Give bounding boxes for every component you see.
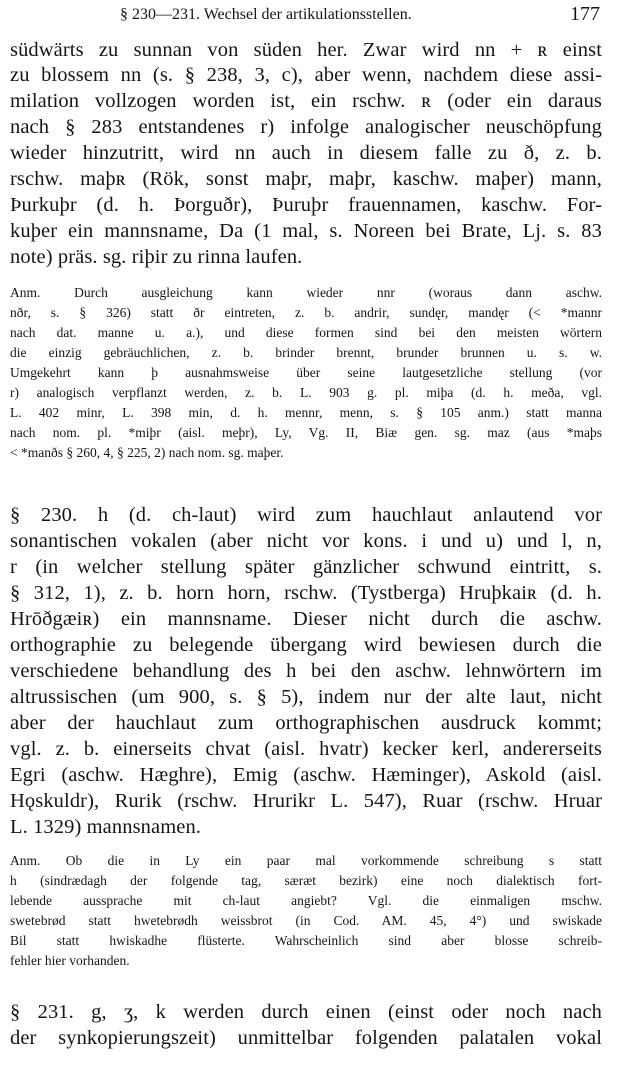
text-line: Þurkuþr (d. h. Þorguðr), Þuruþr frauennamen, kaschw. For- — [10, 194, 602, 216]
text-line: § 312, 1), z. b. horn horn, rschw. (Tystberga) Hruþkaiʀ (d. h. — [10, 582, 602, 604]
text-line: südwärts zu sunnan von süden her. Zwar wird nn + ʀ einst — [10, 39, 602, 61]
text-line: zu blossem nn (s. § 238, 3, c), aber wenn, nachdem diese assi- — [10, 64, 602, 86]
note-line: nðr, s. § 326) statt ðr eintreten, z. b. andrir, sundęr, mandęr (< *mannr — [10, 305, 602, 320]
text-line: der synkopierungszeit) unmittelbar folgenden palatalen vokal — [10, 1027, 602, 1049]
note-line: h (sindrædagh der folgende tag, særæt bezirk) eine noch dialektisch fort- — [10, 873, 602, 888]
text-line: aber der hauchlaut zum orthographischen ausdruck kommt; — [10, 712, 602, 734]
note-line: Umgekehrt kann þ ausnahmsweise über seine lautgesetzliche stellung (vor — [10, 365, 602, 380]
note-line: Anm. Durch ausgleichung kann wieder nnr (woraus dann aschw. — [10, 285, 602, 300]
text-line: Hrōðgæiʀ) ein mannsname. Dieser nicht durch die aschw. — [10, 608, 602, 630]
text-line: sonantischen vokalen (aber nicht vor kons. i und u) und l, n, — [10, 530, 602, 552]
note-line: Anm. Ob die in Ly ein paar mal vorkommende schreibung s statt — [10, 853, 602, 868]
text-line: L. 1329) mannsnamen. — [10, 816, 202, 838]
note-line: r) analogisch verpflanzt werden, z. b. L. 903 g. pl. miþa (d. h. meða, vgl. — [10, 385, 602, 400]
text-line: wieder hinzutritt, wird nn auch in diesem falle zu ð, z. b. — [10, 142, 602, 164]
note-line: swetebrød statt hwetebrødh weissbrot (in Cod. AM. 45, 4°) und swiskade — [10, 913, 602, 928]
note-line: nach dat. manne u. a.), und diese formen sind bei den meisten wörtern — [10, 325, 602, 340]
page-number: 177 — [570, 3, 600, 25]
text-line: note) präs. sg. riþir zu rinna laufen. — [10, 246, 303, 268]
text-line: milation vollzogen worden ist, ein rschw. ʀ (oder ein daraus — [10, 90, 602, 112]
note-line: die einzig gebräuchlichen, z. b. brinder brennt, brunder brunnen u. s. w. — [10, 345, 602, 360]
note-line: L. 402 minr, L. 398 min, d. h. mennr, menn, s. § 105 anm.) statt manna — [10, 405, 602, 420]
text-line: orthographie zu belegende übergang wird bewiesen durch die — [10, 634, 602, 656]
text-line: kuþer ein mannsname, Da (1 mal, s. Noreen bei Brate, Lj. s. 83 — [10, 220, 602, 242]
text-line: verschiedene behandlung des h bei den aschw. lehnwörtern im — [10, 660, 602, 682]
running-title: § 230—231. Wechsel der artikulationsstellen. — [120, 6, 412, 23]
text-line: nach § 283 entstandenes r) infolge analogischer neuschöpfung — [10, 116, 602, 138]
text-line: altrussischen (um 900, s. § 5), indem nur der alte laut, nicht — [10, 686, 602, 708]
text-line: Egri (aschw. Hæghre), Emig (aschw. Hæminger), Askold (aisl. — [10, 764, 602, 786]
note-line: nach nom. pl. *miþr (aisl. meþr), Ly, Vg. II, Biæ gen. sg. maz (aus *maþs — [10, 425, 602, 440]
text-line: r (in welcher stellung später gänzlicher schwund eintritt, s. — [10, 556, 602, 578]
note-line: fehler hier vorhanden. — [10, 953, 130, 968]
text-line: rschw. maþʀ (Rök, sonst maþr, maþr, kaschw. maþer) mann, — [10, 168, 602, 190]
text-line: § 231. g, ʒ, k werden durch einen (einst oder noch nach — [10, 1001, 602, 1023]
text-line: § 230. h (d. ch-laut) wird zum hauchlaut anlautend vor — [10, 504, 602, 526]
text-line: Hǫskuldr), Rurik (rschw. Hrurikr L. 547), Ruar (rschw. Hruar — [10, 790, 602, 812]
note-line: < *manðs § 260, 4, § 225, 2) nach nom. sg. maþer. — [10, 445, 284, 460]
note-line: Bil statt hwiskadhe flüsterte. Wahrscheinlich sind aber blosse schreib- — [10, 933, 602, 948]
text-line: vgl. z. b. einerseits chvat (aisl. hvatr) kecker kerl, andererseits — [10, 738, 602, 760]
note-line: lebende aussprache mit ch-laut angiebt? Vgl. die einmaligen mschw. — [10, 893, 602, 908]
